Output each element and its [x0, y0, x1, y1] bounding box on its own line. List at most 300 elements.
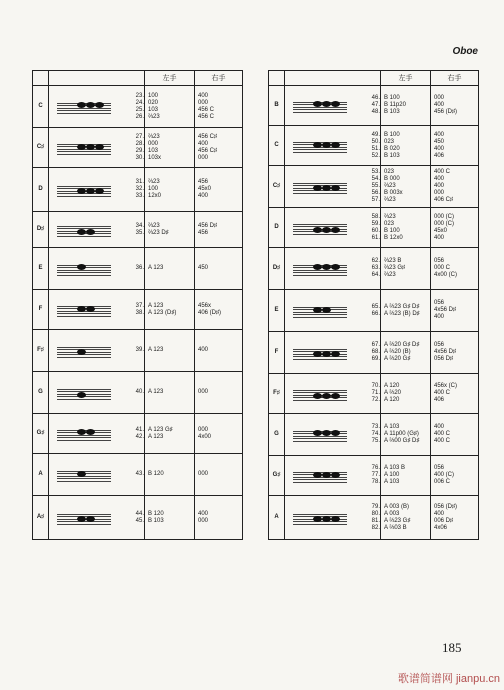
- staff-line: [293, 438, 347, 439]
- note-head-icon: [86, 516, 95, 522]
- note-name: D: [33, 168, 49, 212]
- right-hand-fingering: 000 (C): [434, 220, 455, 227]
- table-row: [269, 166, 479, 208]
- staff-line: [293, 400, 347, 401]
- note-head-icon: [313, 472, 322, 478]
- staff-notation: [293, 467, 347, 485]
- note-head-icon: [331, 393, 340, 399]
- right-hand-fingering: 056 (D♯): [434, 503, 458, 510]
- header-left-hand: 左手: [381, 71, 431, 86]
- table-row: [33, 212, 243, 248]
- note-name: G: [269, 414, 285, 456]
- fingering-numbers: [372, 169, 380, 204]
- notation-cell: [285, 126, 381, 166]
- fingering-number: 38.: [135, 309, 144, 316]
- left-hand-cell: [145, 212, 195, 248]
- notation-cell: [49, 248, 145, 290]
- staff-notation: [57, 98, 111, 116]
- staff-notation: [293, 137, 347, 155]
- left-hand-fingering: B 103: [384, 152, 400, 159]
- right-hand-fingering: 400 C: [434, 169, 451, 175]
- notation-cell: [49, 128, 145, 168]
- right-hand-fingering: 4x56 D♯: [434, 307, 457, 313]
- fingering-number: 49.: [371, 131, 380, 138]
- right-hand-fingering: 406 (D♯): [198, 309, 222, 316]
- staff-line: [293, 152, 347, 153]
- note-head-icon: [322, 185, 331, 191]
- note-head-icon: [331, 101, 340, 107]
- right-hand-fingering: 400: [198, 193, 209, 199]
- left-hand-cell: [381, 208, 431, 248]
- staff-line: [57, 236, 111, 237]
- right-hand-fingering: 400: [198, 347, 209, 353]
- staff-line: [57, 316, 111, 317]
- left-hand-fingering: ⅔23: [148, 179, 160, 185]
- table-header-row: [33, 71, 243, 86]
- header-right-hand: 右手: [431, 71, 479, 86]
- right-hand-cell: [195, 128, 243, 168]
- right-hand-fingering: 056: [434, 300, 445, 306]
- left-hand-fingering: ⅔23: [384, 183, 396, 189]
- table-row: [269, 126, 479, 166]
- table-row: [33, 168, 243, 212]
- right-hand-fingering: 456 C♯: [198, 147, 218, 154]
- left-hand-fingering: B 12x0: [384, 234, 403, 241]
- right-hand-fingering: 400: [434, 510, 445, 517]
- right-hand-cell: [431, 126, 479, 166]
- left-hand-cell: [145, 330, 195, 372]
- notation-cell: [49, 454, 145, 496]
- right-hand-fingering: 056: [434, 258, 445, 264]
- fingering-number: 39.: [135, 347, 144, 353]
- right-hand-fingering: 456x: [198, 302, 212, 309]
- fingering-number: 34.: [135, 222, 144, 229]
- table-row: [269, 248, 479, 290]
- fingering-number: 36.: [135, 265, 144, 271]
- staff-line: [57, 151, 111, 152]
- fingering-numbers: [372, 424, 380, 445]
- table-row: [269, 86, 479, 126]
- note-head-icon: [331, 227, 340, 233]
- staff-line: [57, 389, 111, 390]
- staff-notation: [293, 260, 347, 278]
- left-hand-fingering: B 100: [384, 131, 400, 138]
- fingering-number: 25.: [135, 106, 144, 113]
- right-hand-fingering: 450: [434, 138, 445, 145]
- note-name: A: [33, 454, 49, 496]
- staff-line: [57, 110, 111, 111]
- fingering-number: 57.: [371, 197, 380, 203]
- right-hand-cell: [195, 414, 243, 454]
- staff-line: [293, 349, 347, 350]
- notation-cell: [285, 248, 381, 290]
- header-note: [33, 71, 49, 86]
- staff-line: [293, 275, 347, 276]
- note-head-icon: [77, 516, 86, 522]
- fingering-number: 48.: [371, 109, 380, 115]
- left-hand-fingering: A 123: [148, 389, 164, 395]
- left-hand-fingering: 103: [148, 106, 159, 113]
- fingering-numbers: [136, 93, 144, 121]
- left-hand-cell: [145, 496, 195, 540]
- notation-cell: [285, 208, 381, 248]
- right-hand-fingering: 400 C: [434, 390, 451, 396]
- header-left-hand: 左手: [145, 71, 195, 86]
- right-hand-fingering: 000: [434, 190, 445, 196]
- fingering-number: 65.: [371, 303, 380, 310]
- left-hand-fingering: 020: [148, 99, 159, 106]
- fingering-number: 37.: [135, 302, 144, 309]
- table-row: [269, 414, 479, 456]
- left-hand-fingering: 12x0: [148, 193, 162, 199]
- left-hand-fingering: 023: [384, 220, 395, 227]
- note-head-icon: [322, 142, 331, 148]
- note-head-icon: [86, 144, 95, 150]
- fingering-numbers: [372, 504, 380, 532]
- right-hand-fingering: 056: [434, 465, 445, 471]
- fingering-number: 59.: [371, 220, 380, 227]
- note-head-icon: [322, 351, 331, 357]
- right-hand-fingering: 400: [434, 176, 445, 182]
- left-hand-fingering: B 003x: [384, 190, 403, 196]
- fingering-number: 41.: [135, 426, 144, 433]
- staff-line: [57, 108, 111, 109]
- fingering-numbers: [136, 389, 144, 396]
- staff-notation: [293, 385, 347, 403]
- fingering-number: 27.: [135, 133, 144, 140]
- right-hand-cell: [195, 168, 243, 212]
- right-hand-fingering: 450: [198, 265, 209, 271]
- notation-cell: [49, 212, 145, 248]
- note-name: C♯: [269, 166, 285, 208]
- right-hand-cell: [195, 248, 243, 290]
- fingering-number: 75.: [371, 438, 380, 444]
- right-hand-fingering: 400: [434, 145, 445, 152]
- note-head-icon: [322, 101, 331, 107]
- left-hand-fingering: A 123: [148, 265, 164, 271]
- note-name: F♯: [33, 330, 49, 372]
- left-hand-fingering: ⅔23 B: [384, 258, 402, 264]
- note-name: C: [33, 86, 49, 128]
- fingering-number: 42.: [135, 433, 144, 440]
- notation-cell: [49, 372, 145, 414]
- right-hand-fingering: 400 C: [434, 431, 451, 437]
- staff-notation: [293, 219, 347, 237]
- staff-line: [57, 481, 111, 482]
- header-notation: [285, 71, 381, 86]
- fingering-number: 81.: [371, 517, 380, 524]
- notation-cell: [49, 290, 145, 330]
- left-hand-fingering: A ⅔20 (B): [384, 349, 411, 355]
- instrument-title: Oboe: [452, 46, 478, 57]
- fingering-number: 76.: [371, 465, 380, 471]
- right-hand-fingering: 000: [198, 154, 209, 161]
- note-head-icon: [313, 351, 322, 357]
- right-hand-fingering: 400: [434, 314, 445, 320]
- right-hand-fingering: 456 C: [198, 113, 215, 120]
- right-hand-fingering: 400: [434, 102, 445, 108]
- right-hand-cell: [195, 330, 243, 372]
- fingering-number: 23.: [135, 92, 144, 99]
- note-head-icon: [331, 142, 340, 148]
- note-name: A♯: [33, 496, 49, 540]
- note-head-icon: [313, 430, 322, 436]
- left-hand-fingering: A ⅔20 G♯ D♯: [384, 342, 420, 348]
- notation-cell: [49, 168, 145, 212]
- right-hand-fingering: 400 (C): [434, 472, 455, 478]
- left-hand-cell: [381, 86, 431, 126]
- staff-line: [293, 224, 347, 225]
- staff-line: [57, 186, 111, 187]
- left-hand-fingering: A 120: [384, 397, 400, 403]
- fingering-number: 30.: [135, 154, 144, 161]
- table-row: [269, 496, 479, 540]
- fingering-numbers: [372, 383, 380, 404]
- left-hand-fingering: B 103: [148, 517, 164, 524]
- staff-notation: [57, 181, 111, 199]
- right-hand-fingering: 456 C: [198, 106, 215, 113]
- fingering-number: 60.: [371, 227, 380, 234]
- right-hand-fingering: 400: [198, 140, 209, 147]
- note-head-icon: [331, 185, 340, 191]
- right-hand-fingering: 4x00: [198, 433, 212, 440]
- note-head-icon: [77, 306, 86, 312]
- fingering-number: 74.: [371, 431, 380, 437]
- notation-cell: [285, 332, 381, 374]
- right-hand-cell: [431, 332, 479, 374]
- note-name: E: [269, 290, 285, 332]
- note-head-icon: [331, 430, 340, 436]
- staff-notation: [57, 466, 111, 484]
- note-head-icon: [322, 307, 331, 313]
- fingering-number: 64.: [371, 272, 380, 278]
- staff-line: [57, 154, 111, 155]
- notation-cell: [285, 374, 381, 414]
- notation-cell: [285, 496, 381, 540]
- table-row: [33, 372, 243, 414]
- table-row: [269, 332, 479, 374]
- right-hand-fingering: 456 (D♯): [434, 109, 458, 115]
- right-hand-cell: [431, 414, 479, 456]
- left-hand-fingering: A 003 (B): [384, 503, 410, 510]
- left-hand-fingering: A ⅔23 G♯: [384, 517, 411, 524]
- notation-cell: [285, 414, 381, 456]
- note-name: D♯: [269, 248, 285, 290]
- left-hand-fingering: A 103: [384, 424, 400, 430]
- left-hand-fingering: A ⅔23 G♯ D♯: [384, 303, 420, 310]
- note-head-icon: [95, 102, 104, 108]
- notation-cell: [49, 496, 145, 540]
- fingering-number: 51.: [371, 145, 380, 152]
- right-hand-cell: [195, 372, 243, 414]
- right-hand-fingering: 056 D♯: [434, 356, 454, 362]
- note-head-icon: [322, 393, 331, 399]
- note-head-icon: [86, 229, 95, 235]
- fingering-number: 62.: [371, 258, 380, 264]
- left-hand-fingering: A ⅔23 (B) D♯: [384, 310, 420, 317]
- staff-notation: [57, 342, 111, 360]
- left-hand-fingering: ⅔23: [148, 222, 160, 229]
- staff-line: [57, 275, 111, 276]
- note-name: E: [33, 248, 49, 290]
- table-row: [33, 330, 243, 372]
- fingering-numbers: [136, 265, 144, 272]
- note-head-icon: [331, 351, 340, 357]
- left-hand-fingering: A 120: [384, 383, 400, 389]
- right-hand-fingering: 456 C♯: [198, 133, 218, 140]
- right-hand-fingering: 000: [198, 99, 209, 106]
- fingering-number: 31.: [135, 179, 144, 185]
- right-hand-fingering: 406: [434, 397, 445, 403]
- staff-line: [293, 359, 347, 360]
- staff-notation: [293, 509, 347, 527]
- header-notation: [49, 71, 145, 86]
- note-head-icon: [331, 516, 340, 522]
- note-head-icon: [313, 516, 322, 522]
- left-hand-fingering: 103: [148, 147, 159, 154]
- fingering-numbers: [372, 465, 380, 486]
- fingering-number: 69.: [371, 356, 380, 362]
- fingering-number: 24.: [135, 99, 144, 106]
- staff-line: [293, 441, 347, 442]
- note-name: A: [269, 496, 285, 540]
- left-hand-fingering: 103x: [148, 154, 162, 161]
- left-hand-fingering: A 123: [148, 302, 164, 309]
- right-hand-fingering: 456x (C): [434, 383, 458, 389]
- left-hand-fingering: 023: [384, 138, 395, 145]
- left-hand-cell: [381, 248, 431, 290]
- note-head-icon: [77, 144, 86, 150]
- left-hand-fingering: B 120: [148, 471, 164, 477]
- fingering-numbers: [136, 179, 144, 200]
- right-hand-fingering: 000: [198, 471, 209, 477]
- note-head-icon: [313, 264, 322, 270]
- staff-line: [57, 272, 111, 273]
- fingering-numbers: [136, 427, 144, 441]
- right-hand-cell: [431, 496, 479, 540]
- staff-line: [57, 313, 111, 314]
- staff-notation: [57, 301, 111, 319]
- fingering-number: 63.: [371, 265, 380, 271]
- fingering-number: 80.: [371, 510, 380, 517]
- notation-cell: [285, 456, 381, 496]
- left-hand-cell: [381, 332, 431, 374]
- fingering-number: 79.: [371, 503, 380, 510]
- left-hand-fingering: ⅔23 D♯: [148, 229, 169, 236]
- note-head-icon: [77, 392, 86, 398]
- note-name: C: [269, 126, 285, 166]
- note-head-icon: [95, 144, 104, 150]
- right-hand-cell: [431, 290, 479, 332]
- right-hand-fingering: 400: [434, 131, 445, 138]
- note-head-icon: [86, 429, 95, 435]
- staff-line: [293, 109, 347, 110]
- fingering-numbers: [372, 132, 380, 160]
- staff-line: [293, 107, 347, 108]
- right-hand-fingering: 000: [198, 517, 209, 524]
- staff-line: [293, 112, 347, 113]
- fingering-number: 55.: [371, 183, 380, 189]
- fingering-number: 68.: [371, 349, 380, 355]
- fingering-number: 33.: [135, 193, 144, 199]
- staff-notation: [57, 509, 111, 527]
- left-hand-fingering: A 100: [384, 472, 400, 478]
- right-hand-fingering: 400: [198, 92, 209, 99]
- left-hand-cell: [145, 372, 195, 414]
- fingering-number: 52.: [371, 152, 380, 159]
- left-hand-fingering: A ⅔20: [384, 390, 402, 396]
- right-hand-fingering: 406: [434, 152, 445, 159]
- right-hand-cell: [195, 290, 243, 330]
- note-head-icon: [77, 188, 86, 194]
- note-head-icon: [331, 472, 340, 478]
- note-name: F: [269, 332, 285, 374]
- table-row: [33, 290, 243, 330]
- fingering-number: 32.: [135, 186, 144, 192]
- left-hand-fingering: B 103: [384, 109, 400, 115]
- right-hand-cell: [195, 86, 243, 128]
- notation-cell: [49, 330, 145, 372]
- staff-line: [57, 270, 111, 271]
- staff-line: [293, 193, 347, 194]
- left-hand-fingering: ⅔23: [384, 197, 396, 203]
- staff-notation: [57, 260, 111, 278]
- left-hand-fingering: 100: [148, 92, 159, 99]
- left-hand-cell: [145, 454, 195, 496]
- fingering-number: 28.: [135, 140, 144, 147]
- notation-cell: [49, 414, 145, 454]
- table-row: [33, 86, 243, 128]
- note-head-icon: [86, 102, 95, 108]
- staff-notation: [293, 178, 347, 196]
- staff-line: [293, 482, 347, 483]
- right-hand-cell: [431, 248, 479, 290]
- note-head-icon: [313, 142, 322, 148]
- left-hand-fingering: A 123: [148, 347, 164, 353]
- note-name: G♯: [33, 414, 49, 454]
- fingering-numbers: [372, 258, 380, 279]
- right-hand-fingering: 006 D♯: [434, 517, 454, 524]
- fingering-number: 45.: [135, 517, 144, 524]
- note-head-icon: [95, 188, 104, 194]
- note-head-icon: [313, 185, 322, 191]
- table-row: [33, 454, 243, 496]
- staff-line: [293, 183, 347, 184]
- note-head-icon: [77, 229, 86, 235]
- note-name: D♯: [33, 212, 49, 248]
- left-hand-fingering: ⅔23: [148, 133, 160, 140]
- note-head-icon: [322, 264, 331, 270]
- left-hand-cell: [145, 248, 195, 290]
- right-hand-fingering: 000: [198, 389, 209, 395]
- note-name: D: [269, 208, 285, 248]
- right-hand-cell: [195, 496, 243, 540]
- left-hand-fingering: ⅔23: [384, 213, 396, 220]
- note-name: F: [33, 290, 49, 330]
- left-hand-cell: [381, 456, 431, 496]
- fingering-number: 26.: [135, 113, 144, 120]
- left-hand-fingering: 000: [148, 140, 159, 147]
- left-hand-fingering: A 103 B: [384, 465, 406, 471]
- fingering-number: 44.: [135, 510, 144, 517]
- notation-cell: [285, 290, 381, 332]
- page-number: 185: [442, 640, 462, 655]
- staff-line: [293, 479, 347, 480]
- note-head-icon: [322, 472, 331, 478]
- right-hand-fingering: 4x56 D♯: [434, 349, 457, 355]
- left-hand-cell: [381, 374, 431, 414]
- right-hand-fingering: 456: [198, 179, 209, 185]
